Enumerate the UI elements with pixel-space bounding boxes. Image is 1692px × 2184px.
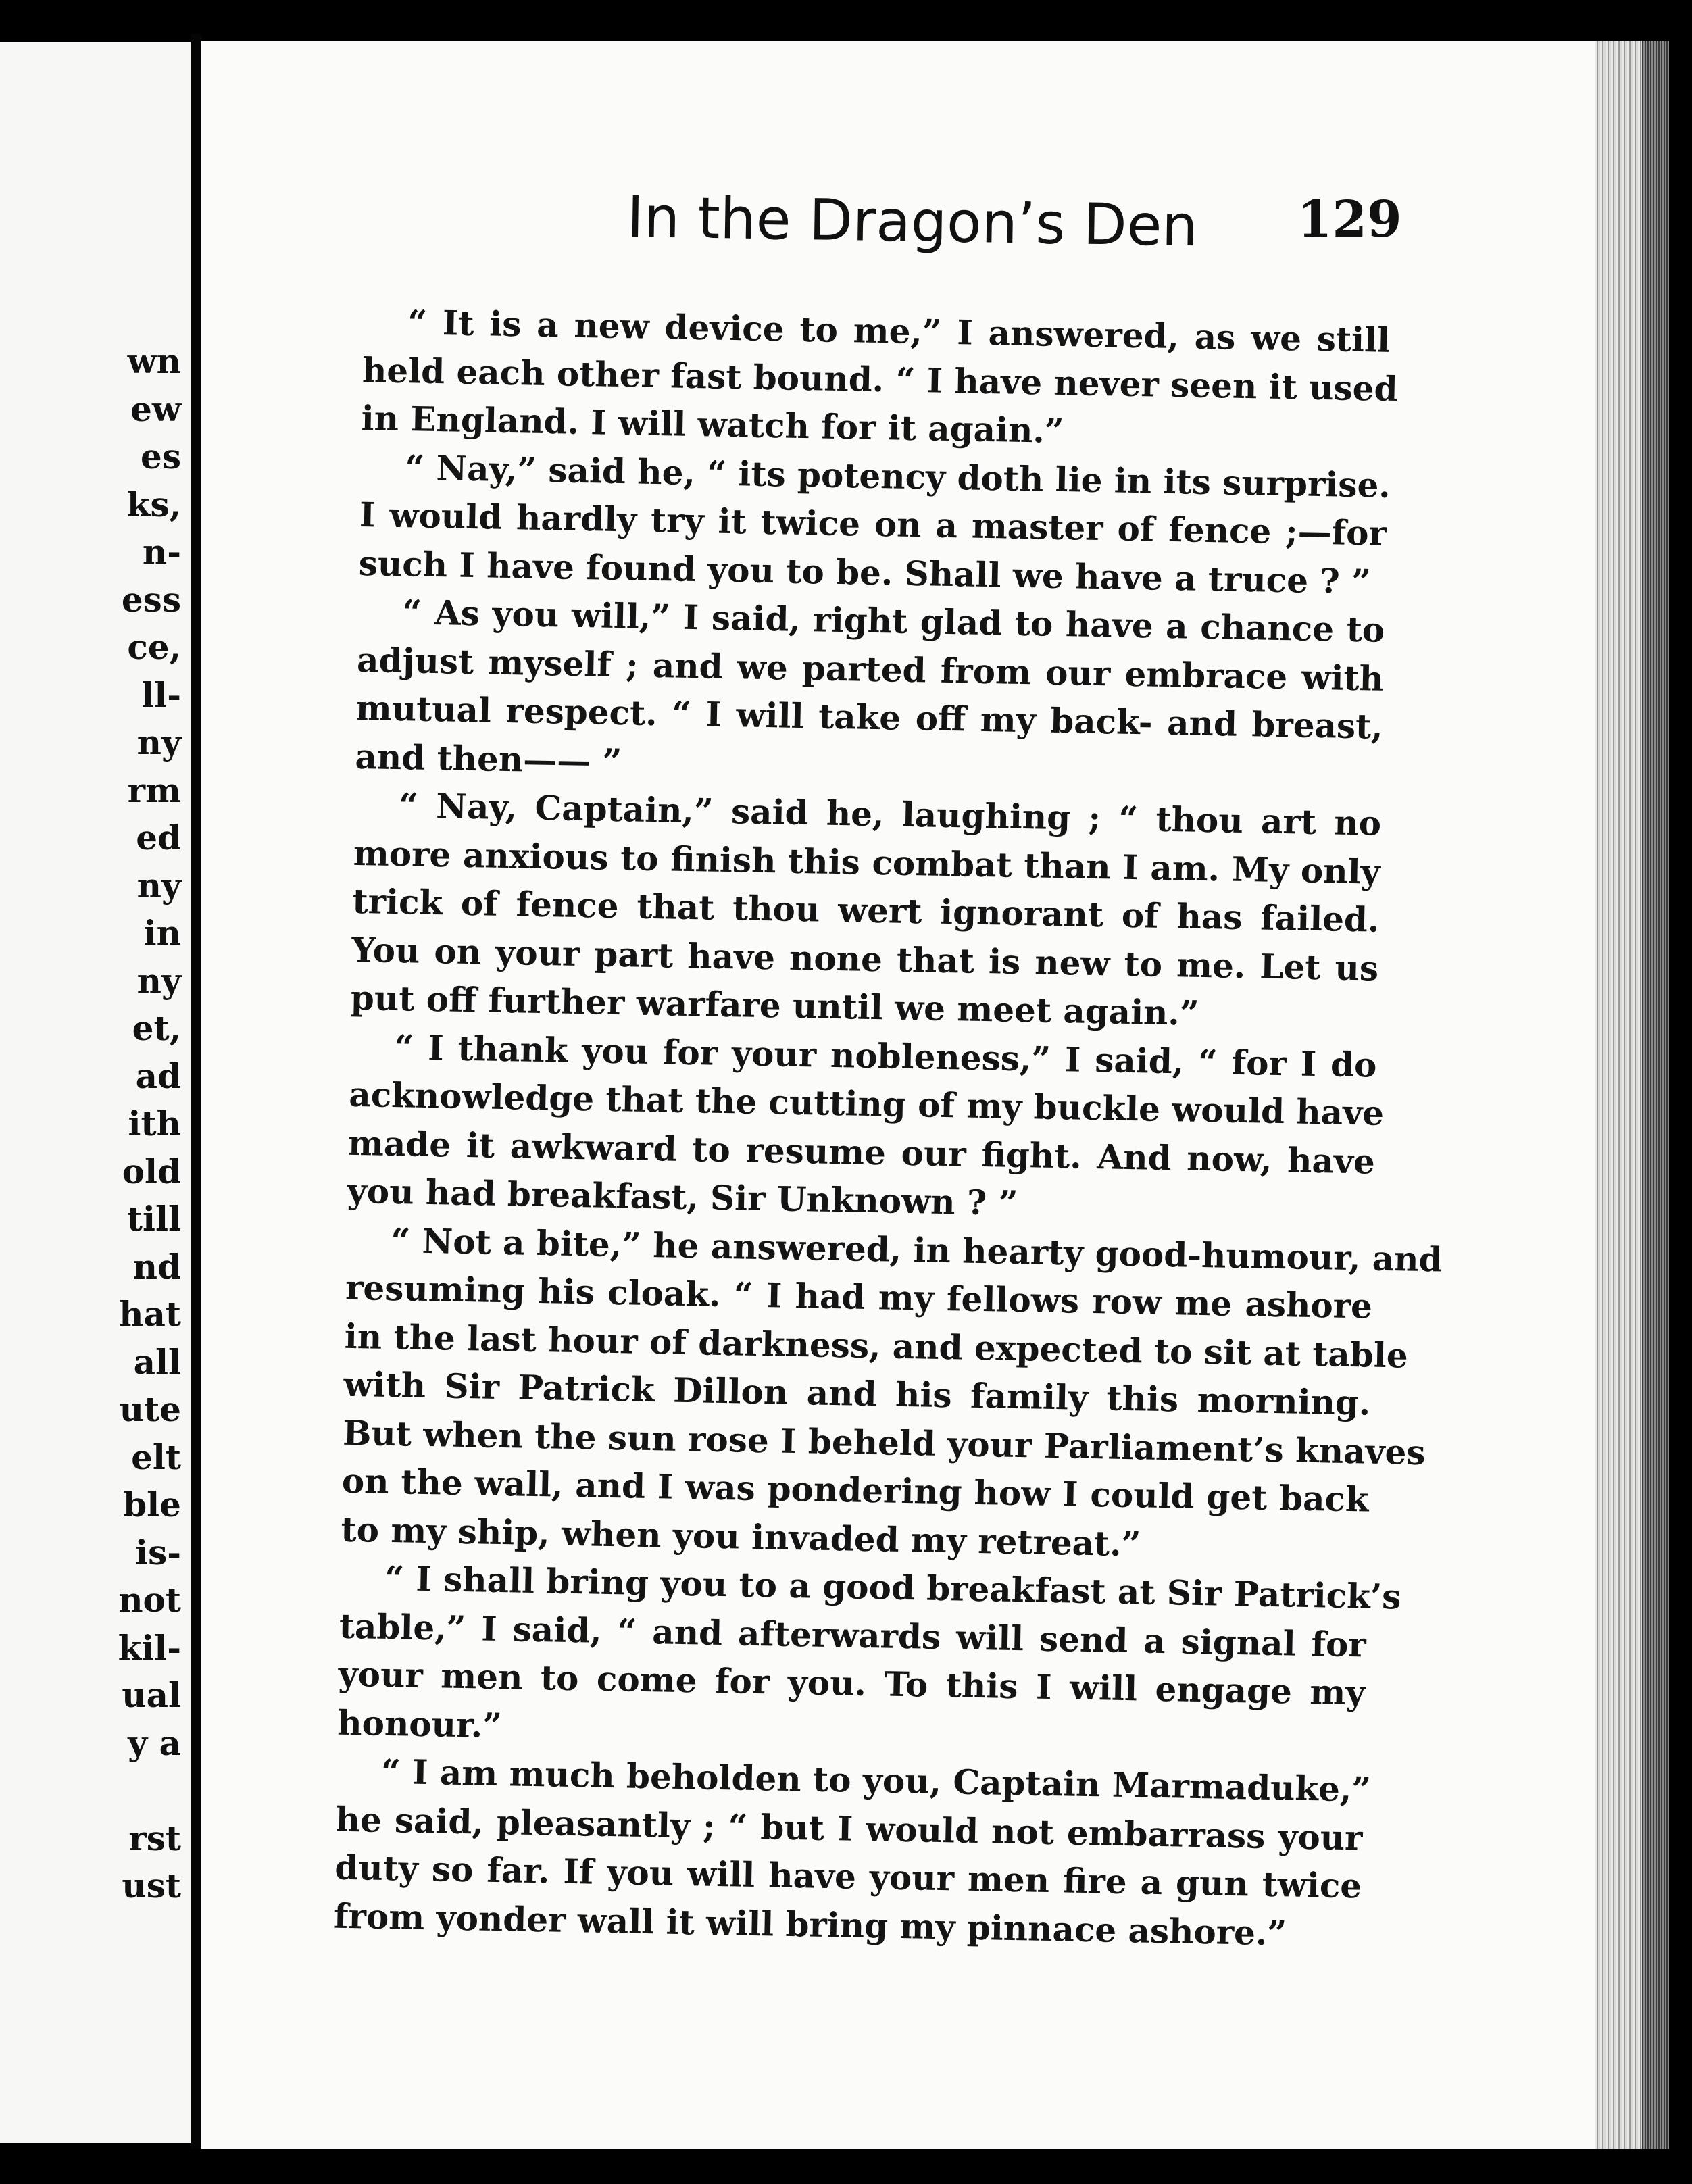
left-page-fragment: ll-: [141, 674, 181, 715]
left-page-fragment: old: [122, 1151, 181, 1191]
text-line: such I have found you to be. Shall we have a truce ? ”: [358, 543, 1372, 601]
running-head: [203, 184, 1402, 278]
text-line: You on your part have none that is new to me. Let us: [351, 929, 1379, 989]
text-line: with Sir Patrick Dillon and his family this morning.: [343, 1364, 1371, 1423]
text-line: “ I shall bring you to a good breakfast at Sir Patrick’s: [384, 1558, 1401, 1617]
text-line: from yonder wall it will bring my pinnace ashore.”: [333, 1895, 1287, 1953]
text-line: “ Nay,” said he, “ its potency doth lie in its surprise.: [404, 447, 1391, 505]
left-page-fragment: hat: [119, 1294, 181, 1334]
text-line: duty so far. If you will have your men fire a gun twice: [334, 1847, 1362, 1906]
text-line: made it awkward to resume our fight. And now, have: [347, 1122, 1376, 1182]
text-line: put off further warfare until we meet again.”: [350, 977, 1200, 1033]
text-line: But when the sun rose I beheld your Parliament’s knaves: [342, 1412, 1426, 1472]
left-page-fragment: is-: [135, 1532, 181, 1572]
left-page-fragment: ual: [122, 1675, 181, 1715]
left-page-fragment: ess: [121, 579, 181, 620]
left-page-fragment: ce,: [127, 627, 181, 667]
left-page-fragment: nd: [132, 1246, 181, 1287]
text-line: and then—— ”: [355, 736, 622, 781]
left-page-fragment: wn: [127, 341, 181, 381]
page-number: 129: [1297, 191, 1402, 249]
text-line: acknowledge that the cutting of my buckle would have: [348, 1074, 1385, 1133]
text-line: “ Nay, Captain,” said he, laughing ; “ thou art no: [398, 785, 1382, 843]
text-line: in England. I will watch for it again.”: [361, 397, 1065, 451]
left-page-fragment: ute: [119, 1389, 181, 1429]
text-line: trick of fence that thou wert ignorant of has failed.: [352, 880, 1380, 940]
left-page-fragment: not: [118, 1580, 181, 1620]
text-line: you had breakfast, Sir Unknown ? ”: [347, 1170, 1018, 1223]
text-line: held each other fast bound. “ I have never seen it used: [362, 349, 1399, 409]
text-line: in the last hour of darkness, and expected to sit at table: [344, 1316, 1409, 1376]
left-page-fragment: till: [126, 1199, 181, 1239]
text-line: mutual respect. “ I will take off my back- and breast,: [355, 687, 1384, 747]
left-page-fragment: kil-: [118, 1627, 181, 1668]
text-line: “ I am much beholden to you, Captain Marmaduke,”: [380, 1751, 1372, 1810]
left-page-fragment: ed: [136, 818, 181, 858]
page-edges-dark: [1642, 41, 1669, 2149]
left-page-fragment: n-: [142, 532, 181, 572]
left-page-fragment: ust: [122, 1866, 181, 1906]
book-gutter: [191, 34, 201, 2149]
left-page-fragment: ith: [128, 1103, 181, 1143]
left-page-fragment: ny: [136, 960, 181, 1001]
text-line: “ I thank you for your nobleness,” I said, “ for I do: [394, 1026, 1377, 1085]
left-page-fragment: ble: [123, 1485, 181, 1524]
left-page-fragment: in: [143, 913, 181, 953]
text-line: “ As you will,” I said, right glad to have a chance to: [401, 592, 1385, 650]
left-page-fragment: elt: [131, 1437, 181, 1477]
left-page-fragment: all: [133, 1341, 181, 1382]
text-line: honour.”: [337, 1702, 503, 1745]
left-page-fragment: ks,: [126, 484, 181, 524]
text-line: your men to come for you. To this I will engage my: [338, 1654, 1366, 1713]
body-text: [333, 297, 1443, 1958]
text-line: resuming his cloak. “ I had my fellows row me ashore: [345, 1267, 1373, 1326]
text-line: on the wall, and I was pondering how I could get back: [341, 1460, 1370, 1520]
left-page-fragment: rm: [127, 770, 181, 810]
left-facing-page: [0, 42, 191, 2143]
left-page-fragment: es: [141, 437, 181, 476]
left-page-fragment: rst: [128, 1818, 181, 1858]
text-line: table,” I said, “ and afterwards will send a signal for: [339, 1606, 1367, 1665]
left-page-fragment: ny: [136, 865, 181, 905]
left-page-fragment: ny: [136, 722, 181, 762]
text-line: I would hardly try it twice on a master of fence ;—for: [359, 494, 1387, 553]
text-line: “ It is a new device to me,” I answered, as we still: [407, 302, 1391, 360]
text-line: “ Not a bite,” he answered, in hearty good-humour, and: [390, 1220, 1443, 1279]
text-line: more anxious to finish this combat than I am. My only: [353, 833, 1381, 892]
text-line: he said, pleasantly ; “ but I would not embarrass your: [335, 1799, 1364, 1858]
left-page-fragment: ad: [135, 1056, 181, 1096]
text-line: to my ship, when you invaded my retreat.”: [341, 1509, 1141, 1564]
left-page-fragment: ew: [130, 389, 181, 429]
text-line: adjust myself ; and we parted from our embrace with: [356, 639, 1385, 699]
left-page-fragment: et,: [132, 1008, 181, 1048]
left-page-fragment: y a: [128, 1722, 181, 1763]
running-title: In the Dragon’s Den: [626, 184, 1199, 259]
